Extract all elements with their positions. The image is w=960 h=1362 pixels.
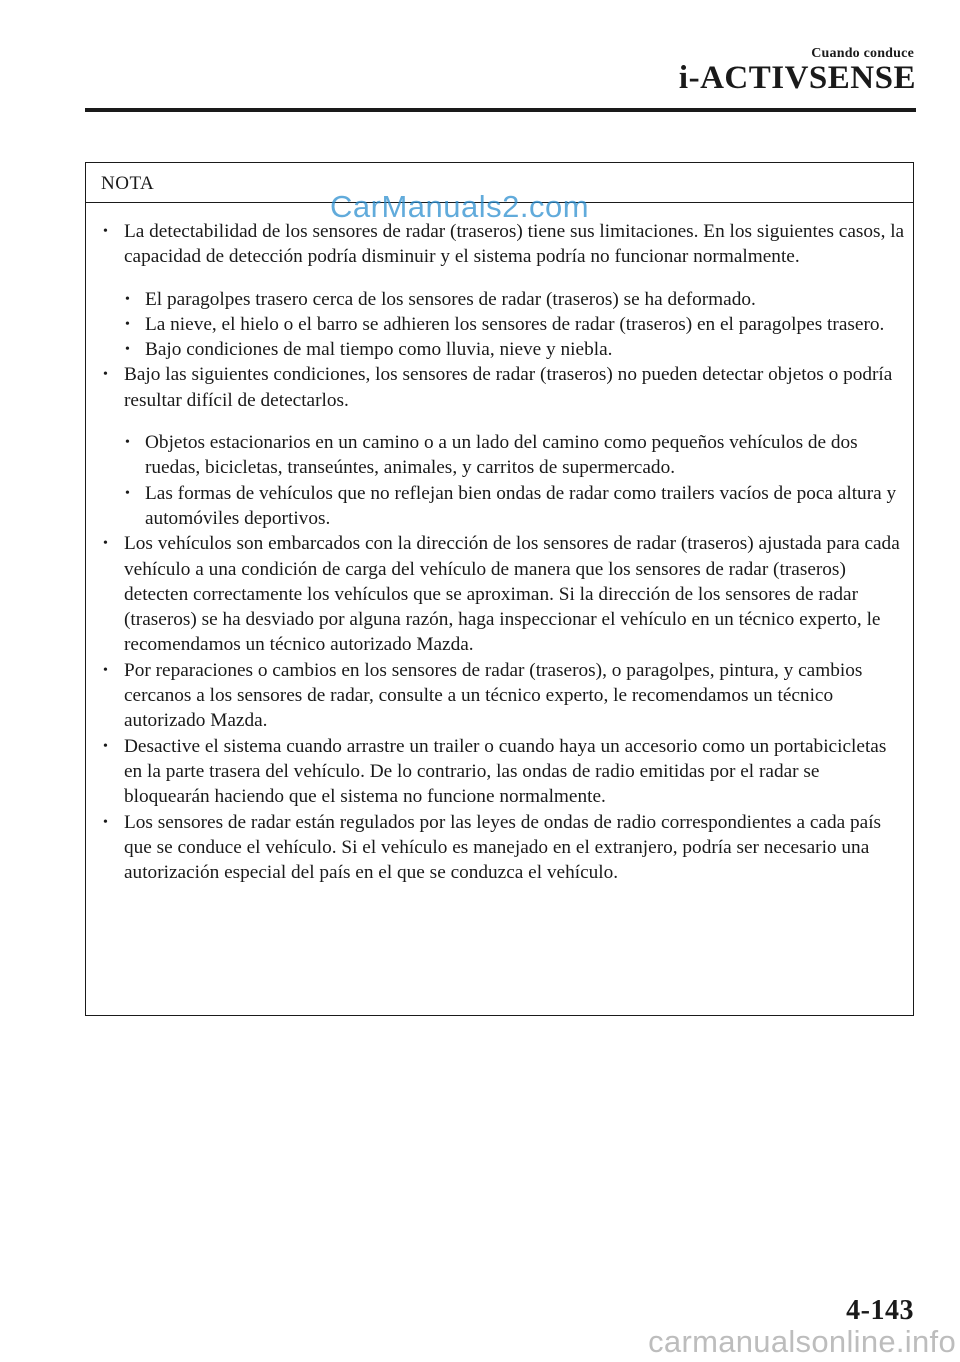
page-title: i-ACTIVSENSE [678,60,916,96]
watermark-bottom: carmanualsonline.info [648,1324,956,1359]
bullet-icon: • [103,536,108,552]
bullet-icon: • [103,814,108,830]
note-subitem-2 [86,312,907,337]
note-item-text: Las formas de vehículos que no reflejan bien ondas de radar como trailers vacíos de poca altura y automóviles deportivos. [145,482,897,529]
note-subitem-3 [86,337,907,362]
note-subitem-1 [86,287,907,312]
note-item-text: Bajo las siguientes condiciones, los sensores de radar (traseros) no pueden detectar objetos o podría resultar difícil de detectarlos. [124,364,893,411]
bullet-icon: • [125,342,130,358]
note-item-text: Desactive el sistema cuando arrastre un trailer o cuando haya un accesorio como un portabicicletas en la parte trasera del vehículo. De lo contrario, las ondas de radio emitidas por el radar se bloquearán haciendo que el sistema no funcione normalmente. [124,735,887,808]
note-item-3 [86,531,907,657]
note-item-text: La nieve, el hielo o el barro se adhieren los sensores de radar (traseros) en el paragolpes trasero. [145,313,885,335]
note-subitem-4 [86,430,907,481]
bullet-icon: • [103,367,108,383]
note-item-text: Los vehículos son embarcados con la dirección de los sensores de radar (traseros) ajustada para cada vehículo a una condición de carga del vehículo de manera que los sensores de radar (traseros) detecten correctamente los vehículos que se aproximan. Si la dirección de los sensores de radar (traseros) se ha desviado por alguna razón, haga inspeccionar el vehículo en un técnico experto, le recomendamos un técnico autorizado Mazda. [124,533,900,656]
header-rule [85,108,916,112]
note-item-2 [86,362,907,413]
note-body [86,203,913,885]
page-number: 4-143 [846,1295,914,1326]
note-item-text: El paragolpes trasero cerca de los sensores de radar (traseros) se ha deformado. [145,288,756,310]
note-item-5 [86,734,907,810]
note-heading: NOTA [86,163,913,203]
bullet-icon: • [125,316,130,332]
bullet-icon: • [125,435,130,451]
bullet-icon: • [125,291,130,307]
bullet-icon: • [103,224,108,239]
note-item-text: Bajo condiciones de mal tiempo como lluvia, nieve y niebla. [145,339,613,361]
watermark-top: CarManuals2.com [330,189,590,224]
note-item-6 [86,810,907,886]
note-box [85,162,914,1016]
bullet-icon: • [103,738,108,754]
note-item-text: La detectabilidad de los sensores de radar (traseros) tiene sus limitaciones. En los siguientes casos, la capacidad de detección podría disminuir y el sistema podría no funcionar normalmente. [124,221,905,268]
bullet-icon: • [103,662,108,678]
note-item-1 [86,219,907,270]
note-item-text: Los sensores de radar están regulados por las leyes de ondas de radio correspondientes a cada país que se conduce el vehículo. Si el vehículo es manejado en el extranjero, podría ser necesario una autorización especial del país en el que se conduzca el vehículo. [124,811,882,884]
note-item-text: Por reparaciones o cambios en los sensores de radar (traseros), o paragolpes, pintura, y cambios cercanos a los sensores de radar, consulte a un técnico experto, le recomendamos un técnico autorizado Mazda. [124,659,863,732]
bullet-icon: • [125,485,130,501]
note-item-text: Objetos estacionarios en un camino o a un lado del camino como pequeños vehículos de dos ruedas, bicicletas, transeúntes, animales, y carritos de supermercado. [145,432,858,479]
section-name: Cuando conduce [811,46,914,61]
note-item-4 [86,658,907,734]
note-subitem-5 [86,481,907,532]
